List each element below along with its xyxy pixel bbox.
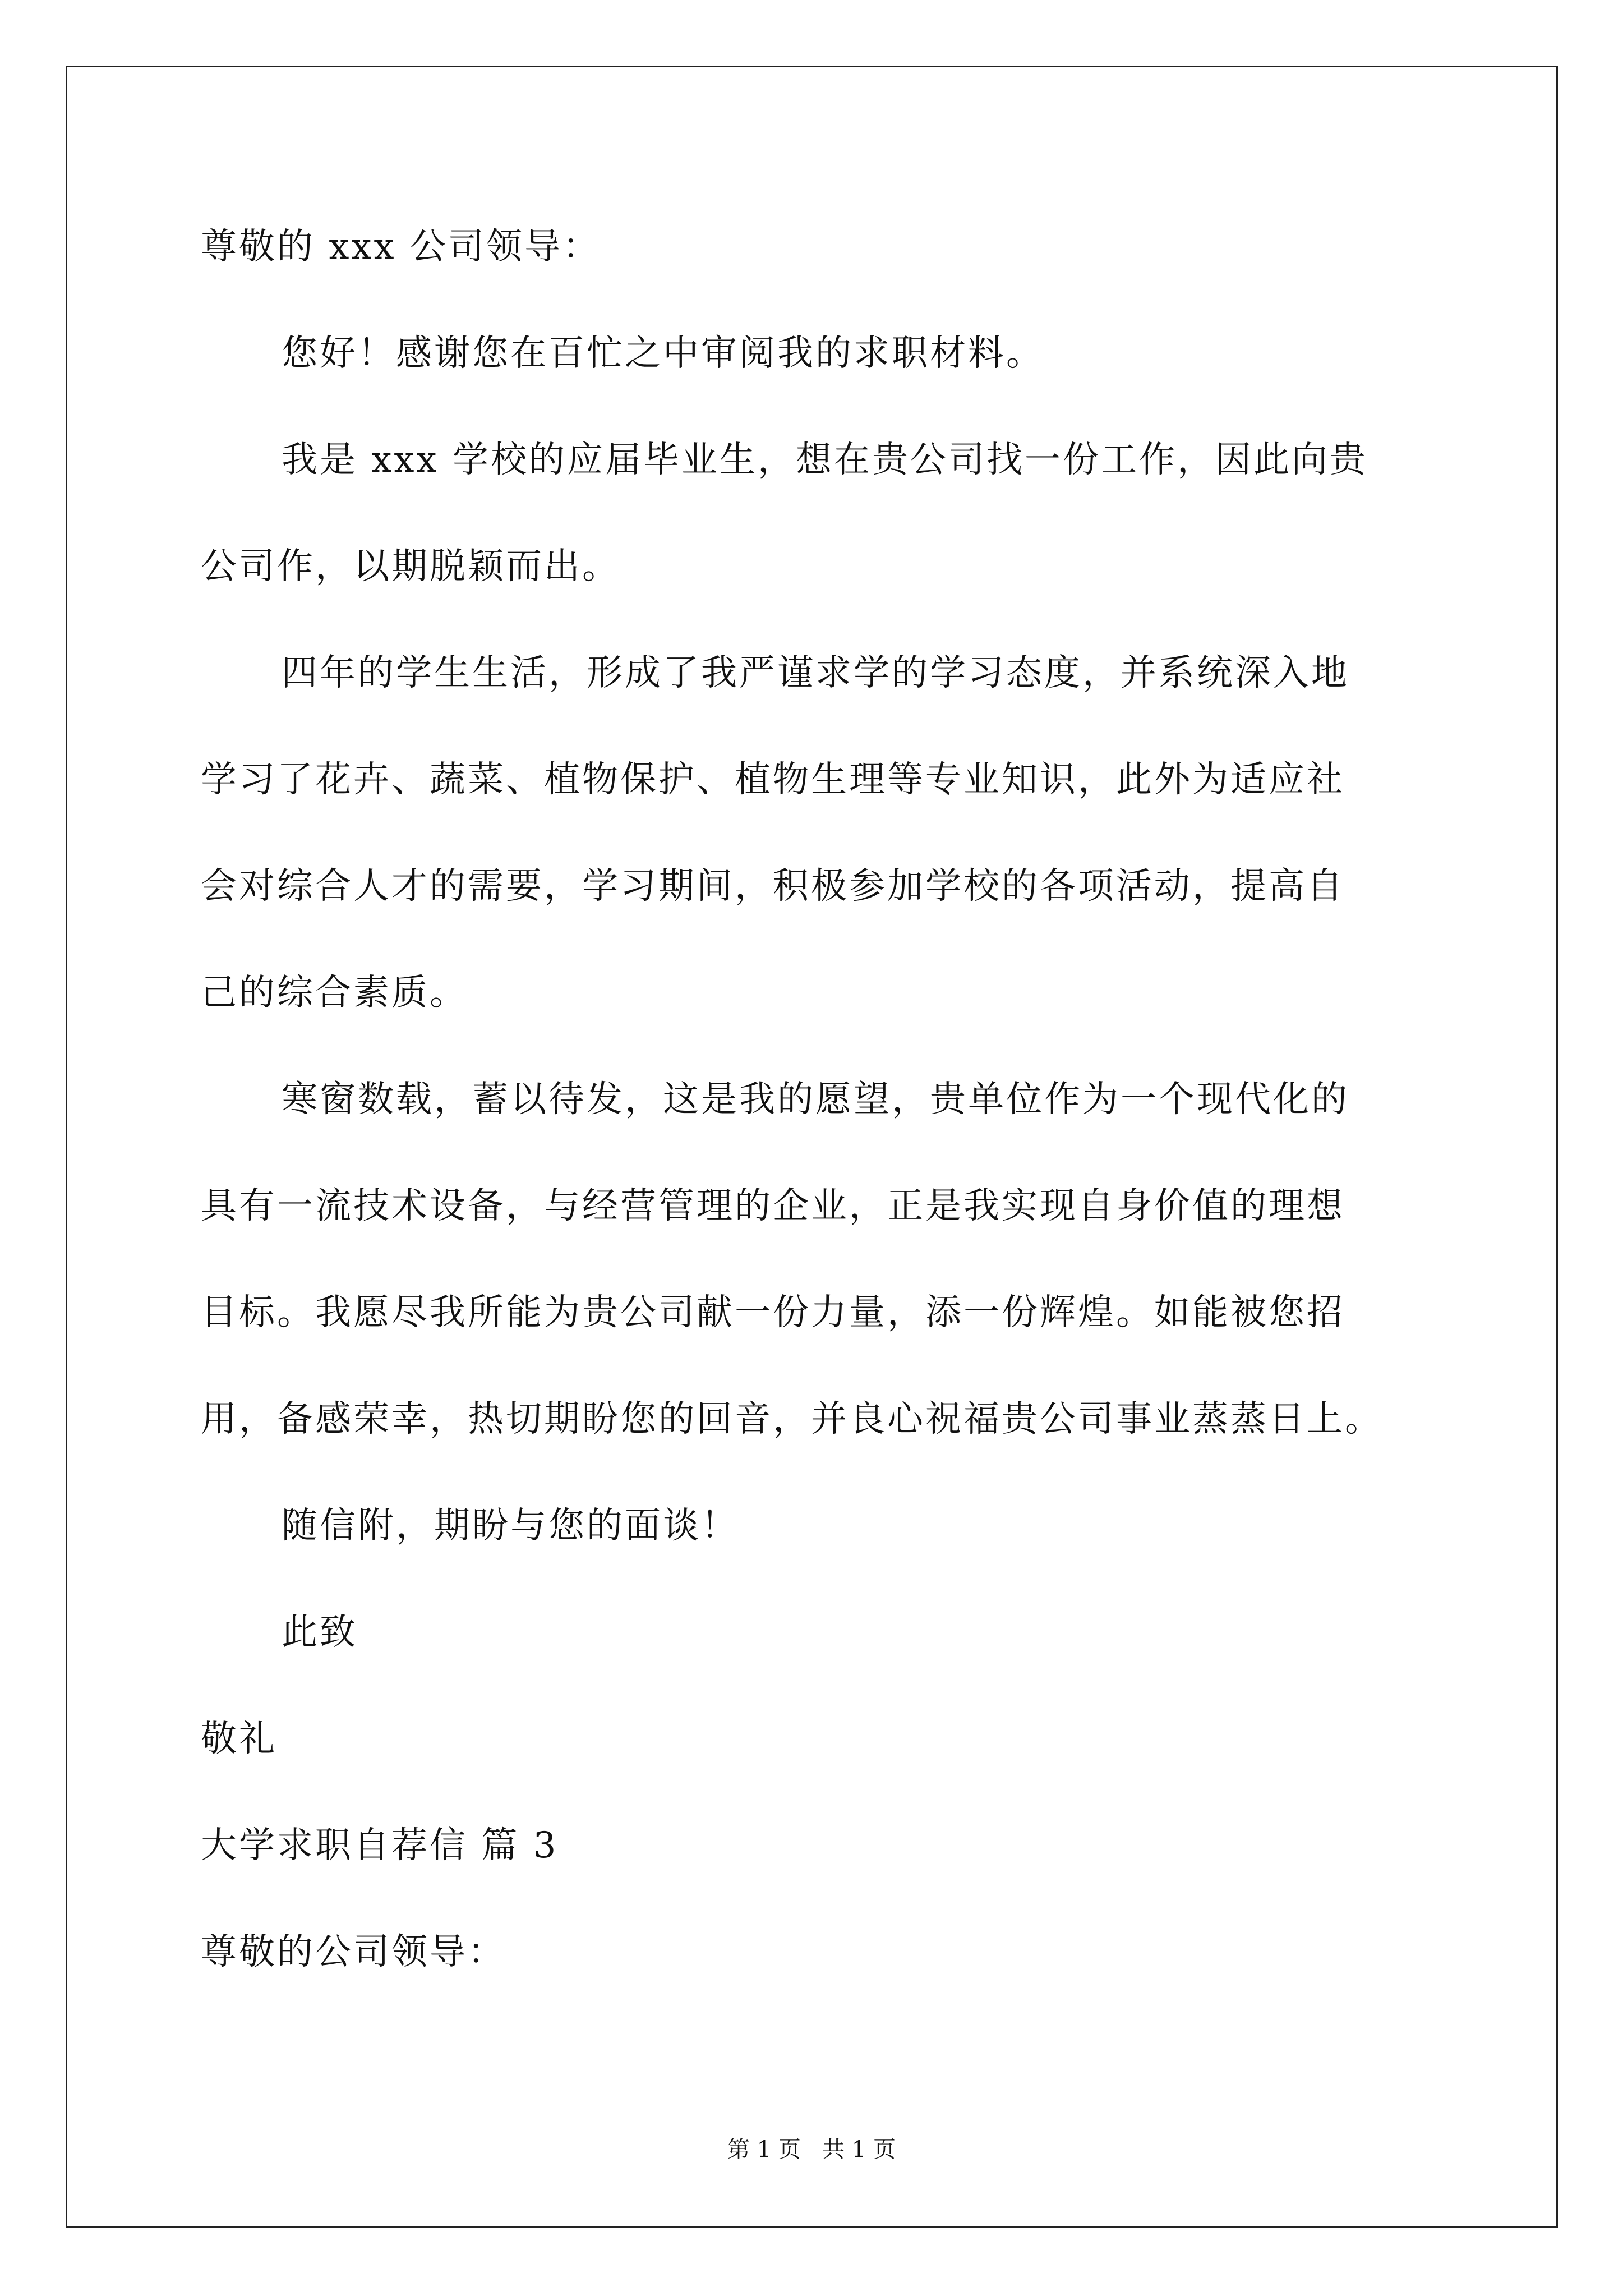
paragraph-line: 随信附，期盼与您的面谈！: [282, 1505, 739, 1547]
closing-line: 此致: [282, 1612, 358, 1653]
paragraph-line: 您好！感谢您在百忙之中审阅我的求职材料。: [282, 333, 1044, 374]
page-border: [66, 66, 1558, 2228]
closing-salute: 敬礼: [201, 1718, 277, 1760]
paragraph-line: 具有一流技术设备，与经营管理的企业，正是我实现自身价值的理想: [201, 1185, 1345, 1227]
paragraph-line: 四年的学生生活，形成了我严谨求学的学习态度，并系统深入地: [282, 652, 1349, 694]
paragraph-line: 会对综合人才的需要，学习期间，积极参加学校的各项活动，提高自: [201, 866, 1345, 907]
paragraph-line: 己的综合素质。: [201, 972, 468, 1014]
page-number-footer: 第 1 页 共 1 页: [727, 2137, 896, 2162]
paragraph-line: 目标。我愿尽我所能为贵公司献一份力量，添一份辉煌。如能被您招: [201, 1292, 1345, 1333]
paragraph-line: 我是 xxx 学校的应届毕业生，想在贵公司找一份工作，因此向贵: [282, 439, 1368, 481]
paragraph-line: 用，备感荣幸，热切期盼您的回音，并良心祝福贵公司事业蒸蒸日上。: [201, 1398, 1383, 1440]
paragraph-line: 公司作，以期脱颖而出。: [201, 546, 620, 587]
salutation: 尊敬的公司领导：: [201, 1931, 506, 1973]
salutation: 尊敬的 xxx 公司领导：: [201, 226, 601, 268]
paragraph-line: 寒窗数载，蓄以待发，这是我的愿望，贵单位作为一个现代化的: [282, 1079, 1349, 1120]
paragraph-line: 学习了花卉、蔬菜、植物保护、植物生理等专业知识，此外为适应社: [201, 759, 1345, 800]
section-heading: 大学求职自荐信 篇 3: [201, 1825, 559, 1866]
